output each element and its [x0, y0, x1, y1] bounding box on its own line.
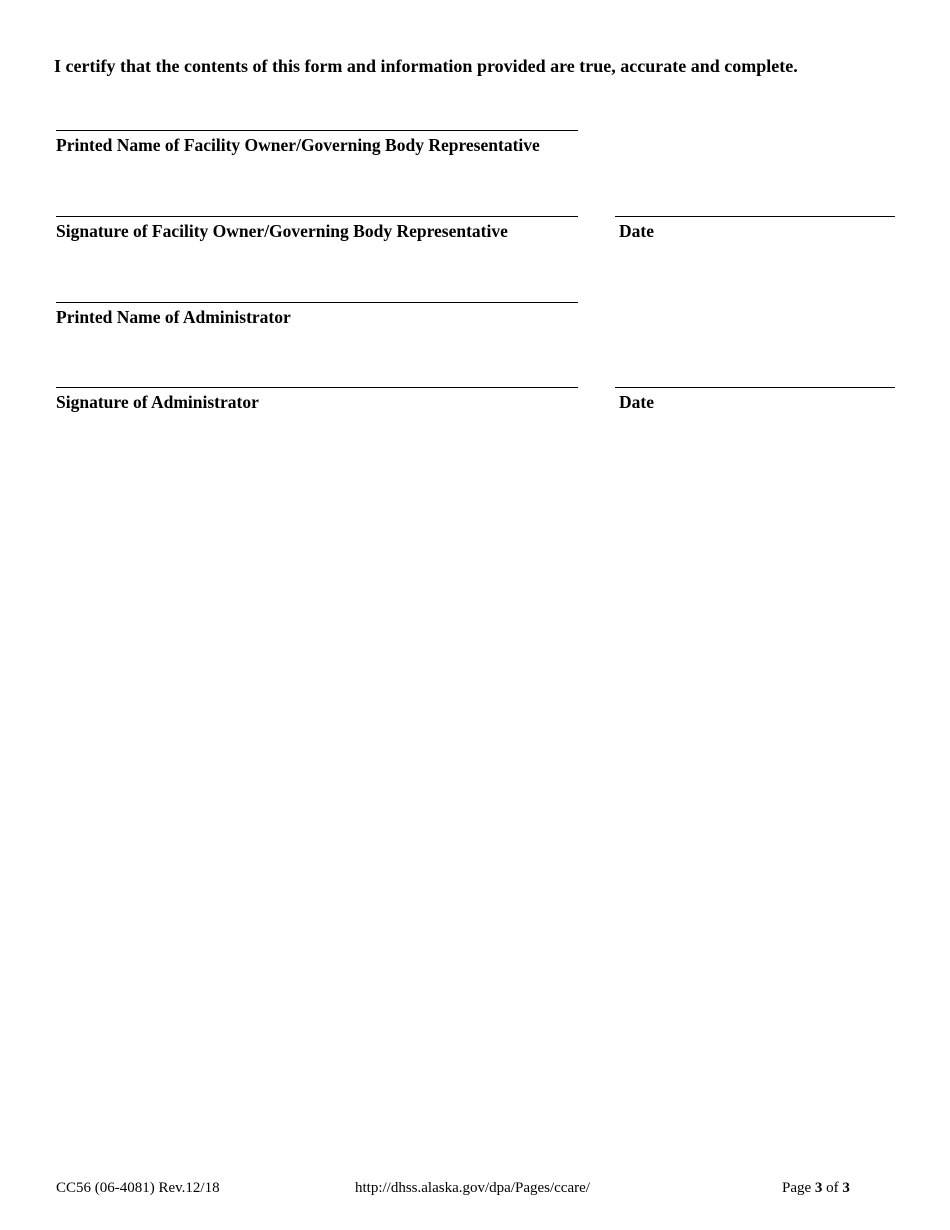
owner-signature-label: Signature of Facility Owner/Governing Body Representative: [56, 221, 508, 241]
admin-signature-line[interactable]: [56, 387, 578, 388]
owner-printed-name-label: Printed Name of Facility Owner/Governing Body Representative: [56, 135, 540, 155]
admin-printed-name-label: Printed Name of Administrator: [56, 307, 291, 327]
footer-page-number: [782, 1180, 850, 1197]
owner-date-label: Date: [619, 221, 654, 241]
page-prefix: Page: [782, 1180, 812, 1196]
owner-printed-name-line[interactable]: [56, 130, 578, 131]
owner-date-line[interactable]: [615, 216, 895, 217]
admin-printed-name-line[interactable]: [56, 302, 578, 303]
page-of: of: [826, 1180, 839, 1196]
certification-statement: I certify that the contents of this form and information provided are true, accurate and complete.: [54, 56, 798, 76]
footer-url: http://dhss.alaska.gov/dpa/Pages/ccare/: [355, 1180, 590, 1196]
admin-date-line[interactable]: [615, 387, 895, 388]
admin-date-label: Date: [619, 392, 654, 412]
footer-form-id: CC56 (06-4081) Rev.12/18: [56, 1180, 220, 1196]
owner-signature-line[interactable]: [56, 216, 578, 217]
page-current: 3: [814, 1180, 823, 1196]
admin-signature-label: Signature of Administrator: [56, 392, 259, 412]
page-total: 3: [842, 1180, 850, 1196]
